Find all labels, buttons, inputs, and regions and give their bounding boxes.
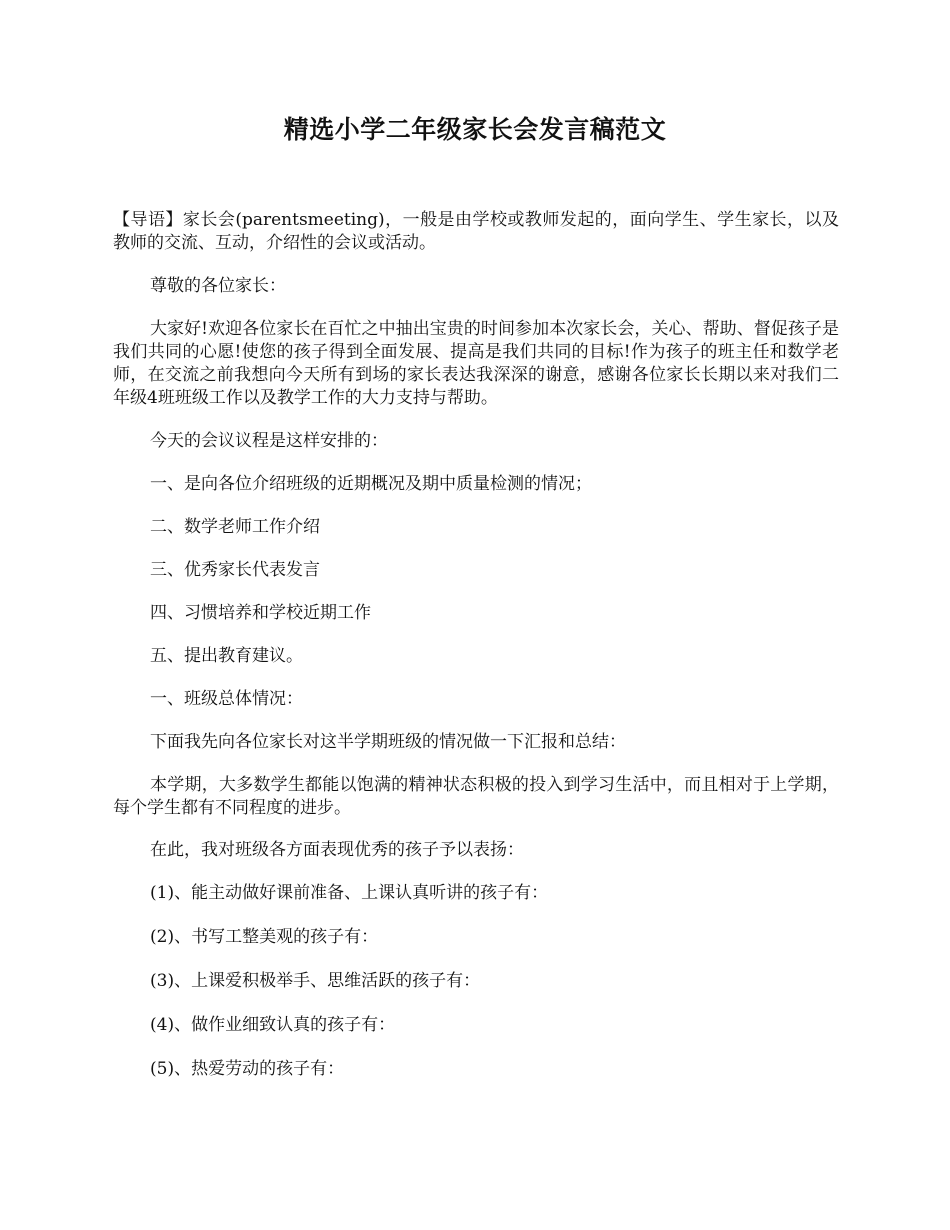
praise-intro: 在此，我对班级各方面表现优秀的孩子予以表扬： — [150, 840, 524, 860]
praise-item-2: (2)、书写工整美观的孩子有： — [150, 927, 379, 947]
report-intro: 下面我先向各位家长对这半学期班级的情况做一下汇报和总结： — [150, 732, 626, 752]
agenda-item-1: 一、是向各位介绍班级的近期概况及期中质量检测的情况； — [150, 474, 592, 494]
salutation: 尊敬的各位家长： — [150, 276, 286, 296]
agenda-item-3: 三、优秀家长代表发言 — [150, 560, 320, 580]
semester-summary: 本学期，大多数学生都能以饱满的精神状态积极的投入到学习生活中，而且相对于上学期，每个学生都有不同程度的进步。 — [113, 775, 839, 818]
agenda-intro: 今天的会议议程是这样安排的： — [150, 431, 388, 451]
praise-item-1: (1)、能主动做好课前准备、上课认真听讲的孩子有： — [150, 883, 549, 903]
intro-paragraph: 【导语】家长会(parentsmeeting)，一般是由学校或教师发起的，面向学生、学生家长，以及教师的交流、互动，介绍性的会议或活动。 — [113, 210, 839, 253]
praise-item-5: (5)、热爱劳动的孩子有： — [150, 1059, 345, 1079]
praise-item-3: (3)、上课爱积极举手、思维活跃的孩子有： — [150, 971, 481, 991]
agenda-item-5: 五、提出教育建议。 — [150, 646, 303, 666]
agenda-item-2: 二、数学老师工作介绍 — [150, 517, 320, 537]
agenda-item-4: 四、习惯培养和学校近期工作 — [150, 603, 371, 623]
welcome-paragraph: 大家好!欢迎各位家长在百忙之中抽出宝贵的时间参加本次家长会，关心、帮助、督促孩子是我们共同的心愿!使您的孩子得到全面发展、提高是我们共同的目标!作为孩子的班主任和数学老师，在交流之前我想向今天所有到场的家长表达我深深的谢意，感谢各位家长长期以来对我们二年级4班班级工作以及教学工作的大力支持与帮助。 — [113, 319, 839, 408]
document-title: 精选小学二年级家长会发言稿范文 — [283, 115, 667, 144]
praise-item-4: (4)、做作业细致认真的孩子有： — [150, 1015, 396, 1035]
section-heading-class-overview: 一、班级总体情况： — [150, 689, 303, 709]
